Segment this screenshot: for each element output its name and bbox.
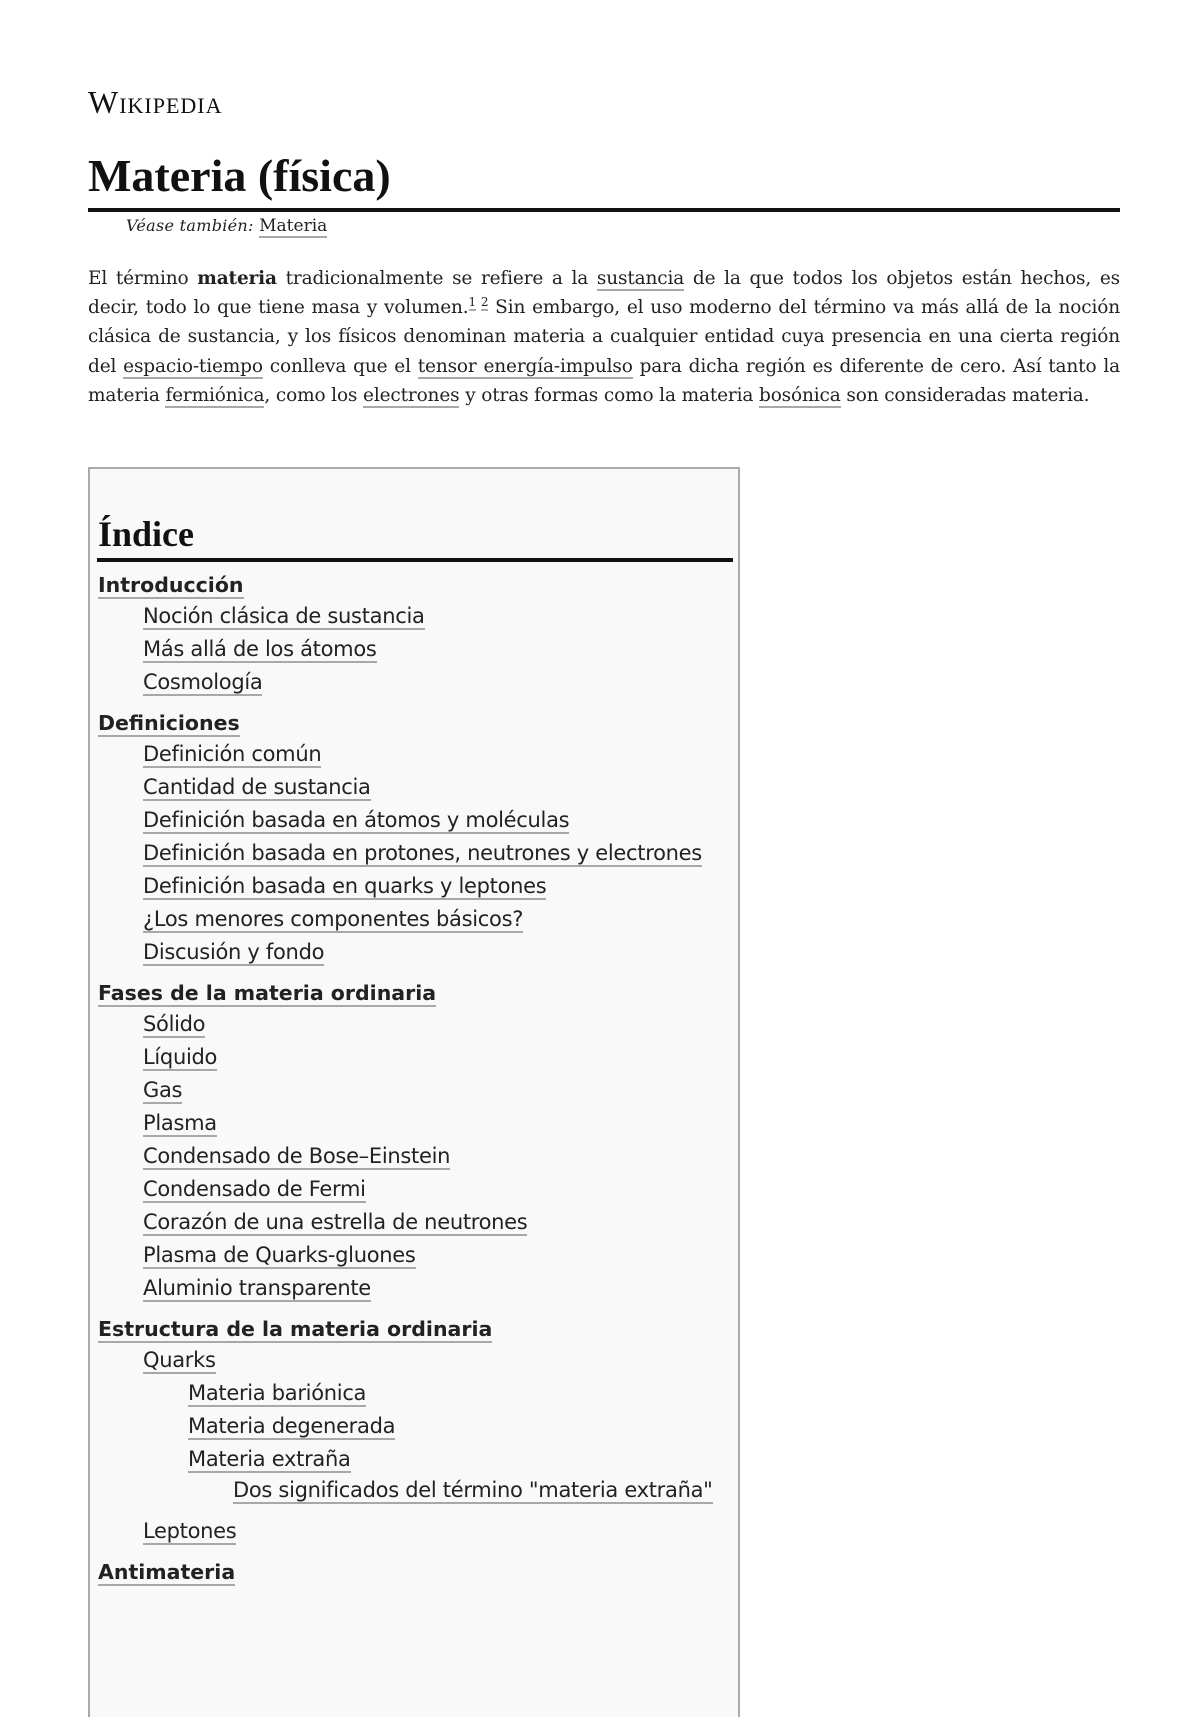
toc-item: [98, 870, 738, 903]
toc-item: [98, 633, 738, 666]
toc-link[interactable]: Cosmología: [143, 670, 263, 694]
toc-link[interactable]: Definición basada en quarks y leptones: [143, 874, 547, 898]
toc-link[interactable]: Aluminio transparente: [143, 1276, 371, 1300]
toc-item: [98, 1344, 738, 1377]
table-of-contents: [88, 467, 740, 1717]
toc-link[interactable]: Introducción: [98, 573, 244, 597]
intro-bold-term: materia: [197, 268, 277, 289]
footnote-link-2[interactable]: 2: [480, 295, 489, 310]
link-fermionica[interactable]: fermiónica: [165, 384, 265, 406]
toc-link[interactable]: Materia degenerada: [188, 1414, 396, 1438]
toc-item: [98, 1041, 738, 1074]
toc-item: [98, 1377, 738, 1410]
toc-link[interactable]: ¿Los menores componentes básicos?: [143, 907, 524, 931]
toc-item: [98, 570, 738, 600]
toc-divider: [97, 558, 733, 562]
toc-link[interactable]: Definición común: [143, 742, 322, 766]
toc-link[interactable]: Definiciones: [98, 711, 240, 735]
intro-text: , como los: [264, 384, 364, 406]
link-bosonica[interactable]: bosónica: [759, 384, 841, 406]
toc-item: [98, 804, 738, 837]
toc-item: [98, 1314, 738, 1344]
toc-link[interactable]: Materia extraña: [188, 1447, 351, 1471]
toc-link[interactable]: Definición basada en protones, neutrones y electrones: [143, 841, 702, 865]
toc-link[interactable]: Discusión y fondo: [143, 940, 325, 964]
intro-text: conlleva que el: [262, 355, 418, 377]
link-sustancia[interactable]: sustancia: [596, 268, 685, 289]
page-title: Materia (física): [88, 150, 391, 201]
toc-item: [98, 666, 738, 699]
footnote-ref: [469, 295, 489, 311]
toc-link[interactable]: Noción clásica de sustancia: [143, 604, 425, 628]
intro-text: y otras formas como la materia: [459, 384, 759, 406]
toc-link[interactable]: Materia bariónica: [188, 1381, 367, 1405]
toc-item: [98, 903, 738, 936]
toc-link[interactable]: Condensado de Fermi: [143, 1177, 366, 1201]
toc-link[interactable]: Líquido: [143, 1045, 218, 1069]
toc-link[interactable]: Quarks: [143, 1348, 216, 1372]
link-electrones[interactable]: electrones: [363, 384, 460, 406]
link-espacio-tiempo[interactable]: espacio-tiempo: [123, 355, 263, 377]
toc-item: [98, 771, 738, 804]
intro-text: Sin embargo, el uso moderno del término va más allá de la noción clásica de sustancia, y los físicos denominan materia a cualquier entidad cuya presencia en una cierta región del: [88, 297, 1120, 377]
toc-item: [98, 837, 738, 870]
toc-item: [98, 1008, 738, 1041]
see-also-note: [126, 216, 327, 236]
toc-item: [98, 1206, 738, 1239]
toc-link[interactable]: Fases de la materia ordinaria: [98, 981, 437, 1005]
footnote-link-1[interactable]: 1: [468, 295, 477, 310]
toc-link[interactable]: Sólido: [143, 1012, 206, 1036]
link-tensor-energia-impulso[interactable]: tensor energía-impulso: [417, 355, 633, 377]
toc-link[interactable]: Cantidad de sustancia: [143, 775, 371, 799]
toc-link[interactable]: Corazón de una estrella de neutrones: [143, 1210, 528, 1234]
toc-item: [98, 1476, 738, 1505]
intro-text: El término: [88, 268, 198, 289]
intro-text: para dicha región es diferente de cero. Así tanto la materia: [88, 355, 1120, 406]
toc-link[interactable]: Gas: [143, 1078, 183, 1102]
intro-paragraph: [88, 264, 1120, 410]
toc-item: [98, 1443, 738, 1476]
intro-text: son consideradas materia.: [840, 384, 1090, 406]
toc-link[interactable]: Leptones: [143, 1519, 237, 1543]
toc-item: [98, 1074, 738, 1107]
intro-text: tradicionalmente se refiere a la: [276, 268, 597, 289]
toc-item: [98, 708, 738, 738]
toc-item: [98, 1173, 738, 1206]
toc-item: [98, 1557, 738, 1587]
see-also-label: Véase también:: [126, 216, 254, 235]
toc-link[interactable]: Condensado de Bose–Einstein: [143, 1144, 451, 1168]
toc-link[interactable]: Plasma: [143, 1111, 217, 1135]
toc-item: [98, 1140, 738, 1173]
toc-item: [98, 738, 738, 771]
title-divider: [88, 208, 1120, 212]
toc-item: [98, 1515, 738, 1548]
toc-item: [98, 1239, 738, 1272]
toc-link[interactable]: Plasma de Quarks-gluones: [143, 1243, 416, 1267]
toc-link[interactable]: Estructura de la materia ordinaria: [98, 1317, 493, 1341]
toc-item: [98, 978, 738, 1008]
toc-item: [98, 1107, 738, 1140]
toc-title: Índice: [98, 514, 195, 554]
toc-link[interactable]: Dos significados del término "materia extraña": [233, 1478, 713, 1502]
toc-link[interactable]: Definición basada en átomos y moléculas: [143, 808, 570, 832]
toc-item: [98, 600, 738, 633]
see-also-link[interactable]: Materia: [259, 216, 328, 236]
toc-item: [98, 1272, 738, 1305]
wikipedia-logo[interactable]: Wikipedia: [88, 84, 223, 120]
toc-item: [98, 1410, 738, 1443]
toc-link[interactable]: Más allá de los átomos: [143, 637, 377, 661]
toc-link[interactable]: Antimateria: [98, 1560, 236, 1584]
intro-text: de la que todos los objetos están hechos, es decir, todo lo que tiene masa y volumen.: [88, 268, 1121, 319]
toc-list: [98, 570, 738, 1587]
toc-item: [98, 936, 738, 969]
